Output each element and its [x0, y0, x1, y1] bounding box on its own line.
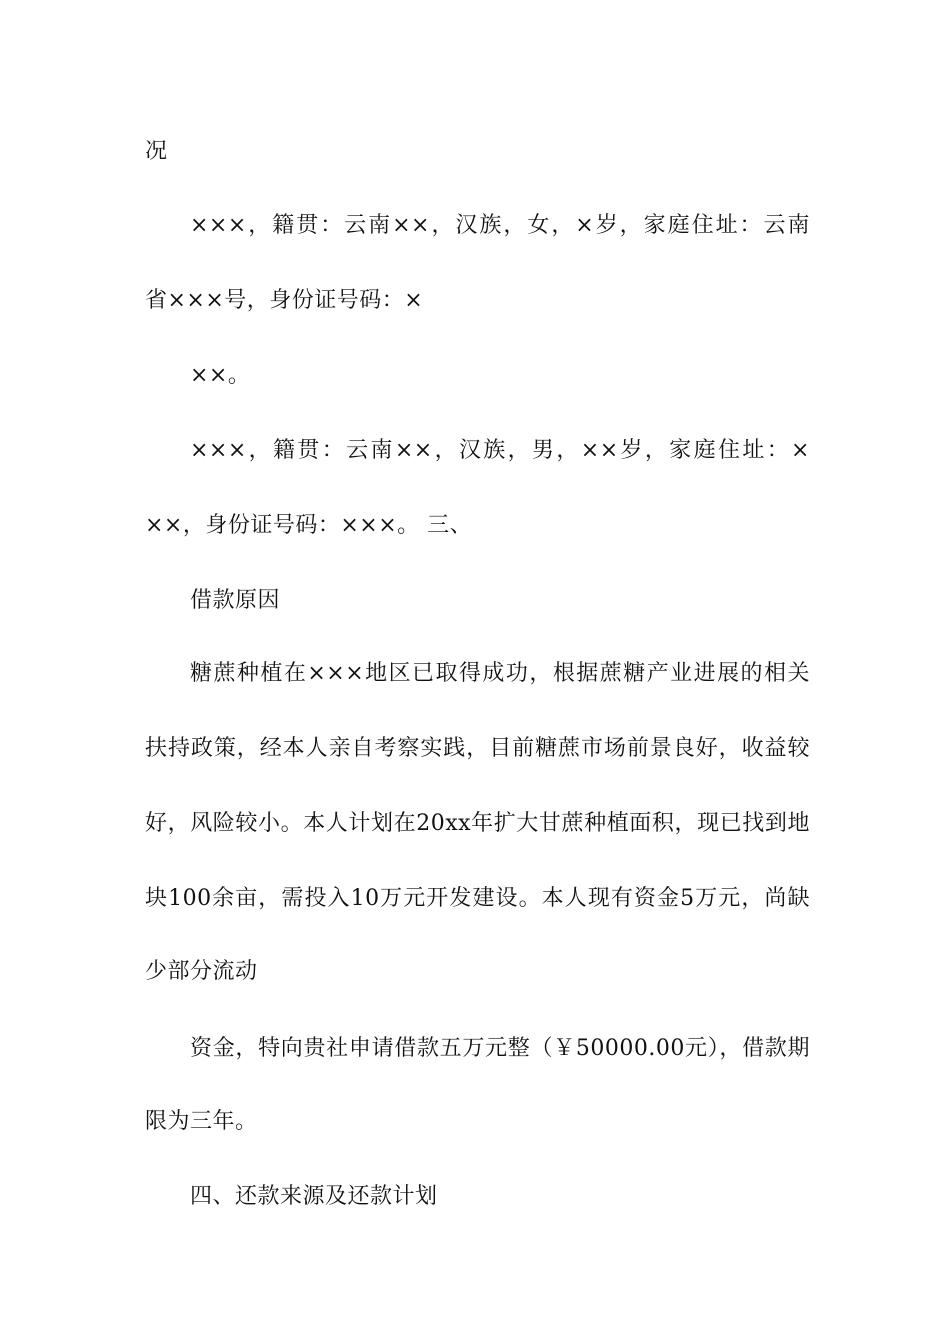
text-line: ×××，籍贯：云南××，汉族，女，×岁，家庭住址：云南	[190, 213, 810, 238]
text-line: 资金，特向贵社申请借款五万元整（￥50000.00元），借款期	[190, 1036, 810, 1061]
text-line: 限为三年。	[145, 1109, 258, 1134]
text-line: ××，身份证号码：×××。 三、	[145, 513, 473, 538]
section-heading: 四、还款来源及还款计划	[190, 1184, 438, 1209]
text-line: 少部分流动	[145, 959, 258, 984]
text-line: 扶持政策，经本人亲自考察实践，目前糖蔗市场前景良好，收益较	[145, 736, 810, 761]
section-heading: 借款原因	[190, 588, 281, 613]
text-line: ××。	[190, 363, 251, 388]
text-line: 好，风险较小。本人计划在20xx年扩大甘蔗种植面积，现已找到地	[145, 811, 810, 836]
text-line: 块100余亩，需投入10万元开发建设。本人现有资金5万元，尚缺	[145, 886, 810, 911]
text-line: 况	[145, 139, 168, 164]
text-line: 糖蔗种植在×××地区已取得成功，根据蔗糖产业进展的相关	[190, 661, 810, 686]
text-line: 省×××号，身份证号码：×	[145, 288, 424, 313]
text-line: ×××，籍贯：云南××，汉族，男，××岁，家庭住址：×	[190, 438, 810, 463]
